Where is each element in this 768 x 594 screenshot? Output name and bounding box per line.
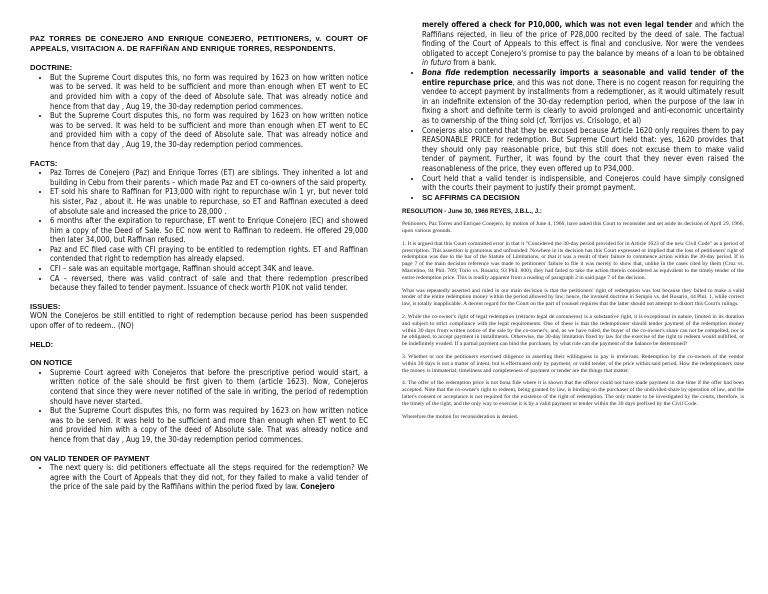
bona-fide-bold: redemption necessarily imports a seasonable and valid tender of the entire repurchase price xyxy=(422,67,745,87)
case-title: PAZ TORRES DE CONEJERO AND ENRIQUE CONEJERO, PETITIONERS, v. COURT OF APPEALS, VISITACION A. DE RAFFIÑAN AND ENRIQUE TORRES, RESPONDENTS. xyxy=(30,34,368,53)
valid-tender-bold: Conejero xyxy=(300,482,335,492)
resolution-paragraph: 1. It is argued that this Court committed error in that it "Considered the 30-day period provided for in Article 1623 of the new Civil Code" as a period of prescription. This assertion is gratuitous and unfounded. Nowhere in its decision has this Court expressed or implied that the loss of petitioners' right of redemption was due to the bar of the Statute of Limitations, or that it was a result of their failure to commence action within the 30-day period. If in page 7 of the main decision reference was made to petitioners' failure to file it was merely to show that, unlike in the cases cited by them (Cruz vs. Marcelino, 84 Phil. 709; Torio vs. Rosario, 93 Phil. 800), they had failed to take the action therein considered as equivalent to the timely tender of the entire redemption price. This is readily apparent from a reading of paragraph 2 in said page 7 of the decision. xyxy=(402,240,744,281)
valid-tender-heading: ON VALID TENDER OF PAYMENT xyxy=(30,453,150,463)
doctrine-item: • But the Supreme Court disputes this, no form was required by 1623 on how written notice was to be served. It was held to be sufficient and more than enough when ET went to EC and provided him with a copy of the deed of Absolute sale. That was already notice and hence from that day , Aug 19, the 30-day redemption period commences. xyxy=(50,73,368,111)
held-heading: HELD: xyxy=(30,339,54,349)
affirms-item: • SC AFFIRMS CA DECISION xyxy=(422,193,744,203)
facts-item: • Paz Torres de Conejero (Paz) and Enrique Torres (ET) are siblings. They inherited a lot and building in Cebu from their parents – which made Paz and ET co-owners of the said property. xyxy=(50,168,368,187)
on-notice-list xyxy=(30,368,368,445)
bona-fide-item xyxy=(422,68,744,126)
reasonable-price-item: • Conejeros also contend that they be excused because Article 1620 only requires them to pay REASONABLE PRICE for redemption. But Supreme Court held that: yes, 1620 provides that they should only pay reasonable price, but this still does not excuse them to make valid tender of payment. Further, it was found by the court that they never even raised the reasonableness of the price, they even offered up to P34,000. xyxy=(422,126,744,174)
on-notice-item: • Supreme Court agreed with Conejeros that before the prescriptive period would start, a written notice of the sale should be first given to them (article 1623). Now, Conejeros contend that since they were never notified of the sale in writing, the period of redemption should have never started. xyxy=(50,368,368,406)
continuation-end: from a bank. xyxy=(451,58,497,68)
continuation-bold: merely offered a check for P10,000, which was not even legal tender xyxy=(422,20,693,29)
resolution-paragraph: 2. While the co-owner's right of legal redemption (retracto legal de comuneros) is a substantive right, it is exceptional in nature, limited in its duration and subject to strict compliance with the legal requirements. One of these is that the redemptioner should tender payment of the redemption money within 30 days from written notice of the sale by the co-owner's, and, as we have ruled, the buyer of the co-owner's share can not be compelled, nor is he obligated, to accept payment in installments. Otherwise, the 30-day limitation fixed by law for the exercise of the right to redeem would nullified, or be indefinitely evaded. If a partial payment can bind the purchaser, by what rule can the payment of the balance be determined? xyxy=(402,314,744,348)
valid-tender-item xyxy=(50,463,368,492)
issues-text: WON the Conejeros be still entitled to right of redemption because period has been suspended upon offer of to redeem.. (NO) xyxy=(30,311,368,331)
resolution-paragraph: Wherefore the motion for reconsideration is denied. xyxy=(402,413,519,420)
bona-fide-italic: Bona fide xyxy=(422,67,461,77)
facts-item: • CFI – sale was an equitable mortgage, Raffinan should accept 34K and leave. xyxy=(50,264,368,274)
facts-heading: FACTS: xyxy=(30,158,58,168)
right-list xyxy=(402,68,744,202)
on-notice-heading: ON NOTICE xyxy=(30,358,73,368)
facts-item: • ET sold his share to Raffinan for P13,000 with right to repurchase w/in 1 yr, but never told his sister, Paz , about it. He was unable to repurchase, so ET and Raffinan executed a deed of absolute sale and increased the price to 28,000 . xyxy=(50,187,368,216)
issues-heading: ISSUES: xyxy=(30,301,61,311)
continuation-text: and which the Raffiñans rejected, in lieu of the price of P28,000 recited by the deed of sale. The factual finding of the Court of Appeals to this effect is final and conclusive. Nor were the vendees obligated to accept Conejero's promise to pay the balance by means of a loan to be obtained xyxy=(422,20,744,58)
resolution-paragraph: 4. The offer of the redemption price is not bona fide where it is shown that the offeror could not have made payment in due time if the offer had been accepted. Note that the co-owner's right to redeem, being granted by law, is binding on the purchaser of the undivided share by operation of law, and the latter's consent or acceptance is not required for the existence of the right of redemption. The only matter to be investigated by the courts, therefore, is the timely of the right, and the only way to exercise it is by a valid payment or tender within the 30 days prefixed by the Civil Code. xyxy=(402,380,744,407)
resolution-heading: RESOLUTION - June 30, 1966 REYES, J.B.L., J.: xyxy=(402,208,542,216)
on-notice-item: • But the Supreme Court disputes this, no form was required by 1623 on how written notice was to be served. It was held to be sufficient and more than enough when ET went to EC and provided him with a copy of the deed of Absolute sale. That was already notice and hence from that day , Aug 19, the 30-day redemption period commences. xyxy=(50,406,368,444)
left-column xyxy=(30,34,368,492)
resolution-paragraph: What was repeatedly asserted and ruled in our main decision is that the petitioners' right of redemption was lost because they failed to make a valid tender of the entire redemption money within the period allowed by law; hence, the invoked doctrine in Sempio vs. del Rosario, 44 Phil. 1, while correct law, is totally inapplicable. A decent regard for the Court on the part of counsel requires that the latter should not attempt to distort this Court's rulings. xyxy=(402,287,744,308)
valid-tender-indispensable-item: • Court held that a valid tender is indispensible, and Conejeros could have simply consigned with the courts their payment to justify their prompt payment. xyxy=(422,174,744,193)
valid-tender-continuation xyxy=(402,20,744,68)
continuation-italic: in futuro xyxy=(422,58,452,68)
doctrine-item: • But the Supreme Court disputes this, no form was required by 1623 on how written notice was to be served. It was held to be sufficient and more than enough when ET went to EC and provided him with a copy of the deed of Absolute sale. That was already notice and hence from that day , Aug 19, the 30-day redemption period commences. xyxy=(50,111,368,149)
resolution-paragraph: Petitioners, Paz Torres and Enrique Conejero, by motion of June 4, 1966, have asked this Court to reconsider and set aside its decision of April 29, 1966, upon various grounds. xyxy=(402,221,744,235)
facts-item: • Paz and EC filed case with CFI praying to be entitled to redemption rights. ET and Raffinan contended that right to redemption has already elapsed. xyxy=(50,245,368,264)
valid-tender-list xyxy=(30,463,368,492)
right-column xyxy=(402,20,744,426)
facts-list xyxy=(30,168,368,293)
resolution-paragraph: 3. Whether or not the petitioners exercised diligence in asserting their willingness to pay is irrelevant. Redemption by the co-owners of the vendor within 30 days is not a matter of intent, but is effectuated only by payment, or valid tender, of the price within said period. How the redemptioners raise the money is immaterial; timeliness and completeness of payment or tender are the things that matter. xyxy=(402,354,744,374)
doctrine-heading: DOCTRINE: xyxy=(30,63,73,73)
facts-item: • CA – reversed, there was valid contract of sale and that there redemption prescribed because they failed to tender payment. Issuance of check worth P10K not valid tender. xyxy=(50,274,368,293)
bona-fide-text: , and this was not done. There is no cogent reason for requiring the vendee to accept payment by installments from a redemptioner, as it would ultimately result in an indefinite extension of the 30-day redemption period, when the purpose of the law in fixing a short and definite term is clearly to avoid prolonged and anti-economic uncertainty as to ownership of the thing sold (cf. Torrijos vs. Crisologo, et al) xyxy=(422,77,744,125)
resolution-body xyxy=(402,221,744,420)
doctrine-list xyxy=(30,73,368,150)
facts-item: • 6 months after the expiration to repurchase, ET went to Enrique Conejero (EC) and showed him a copy of the Deed of Sale. So EC now went to Raffinan to redeem. He offered 29,000 then later 34,000, but Raffinan refused. xyxy=(50,216,368,245)
valid-tender-text: The next query is: did petitioners effectuate all the steps required for the redemption? We agree with the Court of Appeals that they did not, for they failed to make a valid tender of the price of the sale paid by the Raffiñans within the period fixed by law. xyxy=(50,463,368,492)
